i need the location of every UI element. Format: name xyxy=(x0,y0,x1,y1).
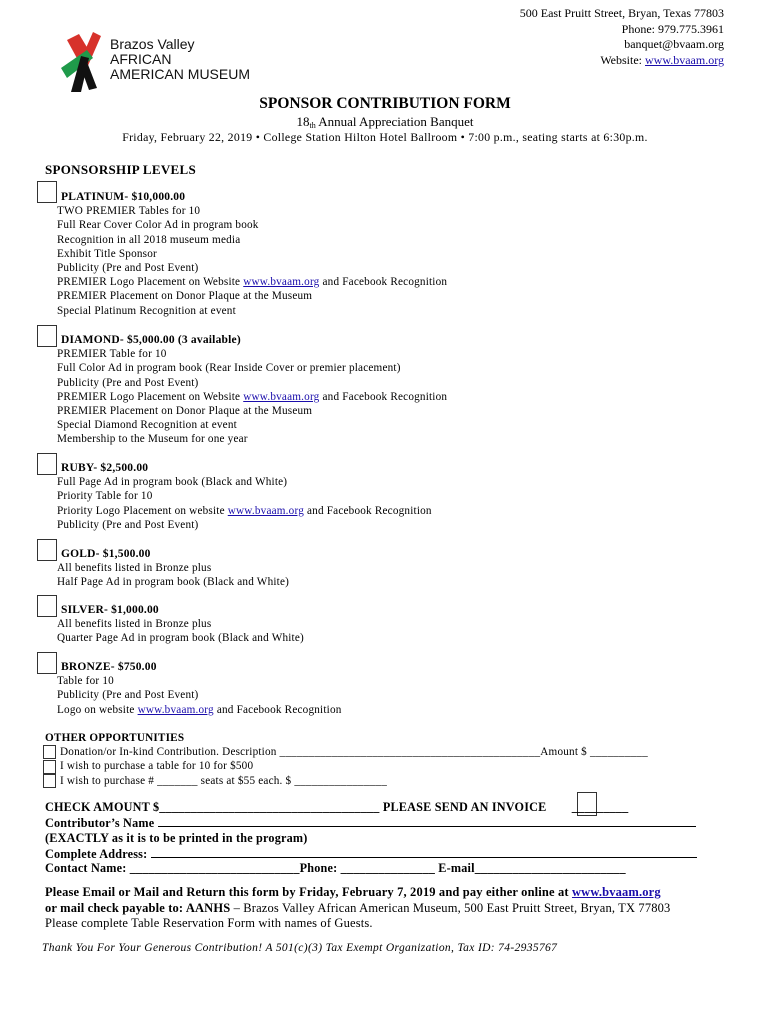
benefit-text: and Facebook Recognition xyxy=(213,703,342,716)
platinum-checkbox[interactable] xyxy=(37,181,57,203)
logo-line-1: Brazos Valley xyxy=(110,36,195,52)
check-amount-row xyxy=(45,800,697,814)
tier-benefit: Full Page Ad in program book (Black and White) xyxy=(57,476,288,489)
tier-diamond-name: DIAMOND- $5,000.00 (3 available) xyxy=(61,334,241,346)
benefit-text: and Facebook Recognition xyxy=(319,390,448,403)
complete-address-label: Complete Address: xyxy=(45,846,151,861)
subtitle-text: Annual Appreciation Banquet xyxy=(315,114,474,129)
diamond-checkbox[interactable] xyxy=(37,325,57,347)
tier-bronze xyxy=(57,660,342,717)
form-subtitle xyxy=(0,114,770,130)
invoice-underline: _________ xyxy=(571,800,629,814)
address-phone: Phone: 979.775.3961 xyxy=(621,21,724,36)
tier-silver-name: SILVER- $1,000.00 xyxy=(61,604,159,616)
benefit-text: Logo on website xyxy=(57,703,138,716)
donation-line[interactable]: Donation/or In-kind Contribution. Description _____________________________________________Amount $ __________ xyxy=(60,746,648,759)
ruby-checkbox[interactable] xyxy=(37,453,57,475)
payable-to: or mail check payable to: AANHS xyxy=(45,900,231,915)
tier-benefit: PREMIER Placement on Donor Plaque at the Museum xyxy=(57,405,313,418)
tier-benefit-logo xyxy=(57,703,342,717)
reservation-note: Please complete Table Reservation Form with names of Guests. xyxy=(45,916,373,930)
address-block xyxy=(520,6,724,68)
contributor-details xyxy=(45,800,697,875)
return-instructions xyxy=(45,885,670,932)
seats-purchase-line[interactable]: I wish to purchase # _______ seats at $55 each. $ ________________ xyxy=(60,774,388,787)
bronze-checkbox[interactable] xyxy=(37,652,57,674)
tier-benefit-logo xyxy=(57,275,447,289)
tier-benefit-logo xyxy=(57,390,447,404)
tier-benefit: Quarter Page Ad in program book (Black and White) xyxy=(57,632,304,645)
tier-benefit: PREMIER Placement on Donor Plaque at the Museum xyxy=(57,290,313,303)
exactly-note: (EXACTLY as it is to be printed in the program) xyxy=(45,830,308,845)
tax-exempt-footnote: Thank You For Your Generous Contribution! A 501(c)(3) Tax Exempt Organization, Tax ID: 74-2935767 xyxy=(42,942,558,954)
complete-address-field[interactable] xyxy=(151,845,697,858)
tier-benefit: All benefits listed in Bronze plus xyxy=(57,562,212,575)
museum-logo-mark-icon xyxy=(57,28,117,92)
benefit-text: PREMIER Logo Placement on Website xyxy=(57,276,244,289)
benefit-text: and Facebook Recognition xyxy=(319,276,448,289)
return-deadline-line xyxy=(45,885,670,901)
tier-benefit: Recognition in all 2018 museum media xyxy=(57,233,241,246)
address-email: banquet@bvaam.org xyxy=(624,37,724,51)
benefit-text: and Facebook Recognition xyxy=(304,504,432,517)
tier-benefit: Half Page Ad in program book (Black and White) xyxy=(57,576,290,589)
tier-benefit: TWO PREMIER Tables for 10 xyxy=(57,205,201,218)
event-dateline: Friday, February 22, 2019 • College Station Hilton Hotel Ballroom • 7:00 p.m., seating starts at 6:30p.m. xyxy=(122,130,648,144)
tier-benefit: Full Color Ad in program book (Rear Inside Cover or premier placement) xyxy=(57,362,401,375)
tier-benefit: Priority Table for 10 xyxy=(57,490,153,503)
table-purchase-line[interactable]: I wish to purchase a table for 10 for $500 xyxy=(60,760,254,773)
form-title: SPONSOR CONTRIBUTION FORM xyxy=(259,95,511,112)
benefit-text: PREMIER Logo Placement on Website xyxy=(57,390,244,403)
contact-name-row[interactable]: Contact Name: ___________________________Phone: _______________ E-mail________________________ xyxy=(45,861,626,876)
website-link[interactable]: www.bvaam.org xyxy=(571,885,661,899)
logo-line-3: AMERICAN MUSEUM xyxy=(110,66,251,82)
other-opportunities-heading: OTHER OPPORTUNITIES xyxy=(45,732,185,744)
tier-platinum xyxy=(57,190,447,318)
museum-logo-text xyxy=(110,37,250,82)
website-link[interactable]: www.bvaam.org xyxy=(227,504,304,517)
address-street: 500 East Pruitt Street, Bryan, Texas 77803 xyxy=(519,6,724,20)
subtitle-ordinal: th xyxy=(309,121,316,130)
other-opportunities xyxy=(45,731,648,788)
website-link[interactable]: www.bvaam.org xyxy=(137,703,214,716)
subtitle-number: 18 xyxy=(296,114,310,129)
tier-benefit-logo xyxy=(57,504,432,518)
tier-benefit: Special Diamond Recognition at event xyxy=(57,419,237,432)
tier-benefit: Special Platinum Recognition at event xyxy=(57,304,236,317)
website-label: Website: xyxy=(600,52,646,67)
tier-diamond xyxy=(57,333,447,447)
website-link[interactable]: www.bvaam.org xyxy=(243,390,320,403)
gold-checkbox[interactable] xyxy=(37,539,57,561)
tier-benefit: PREMIER Table for 10 xyxy=(57,348,167,361)
tier-benefit: Full Rear Cover Color Ad in program book xyxy=(57,219,259,232)
tier-ruby-name: RUBY- $2,500.00 xyxy=(61,462,149,474)
website-link[interactable]: www.bvaam.org xyxy=(243,276,320,289)
tier-benefit: Exhibit Title Sponsor xyxy=(57,247,157,260)
tier-benefit: All benefits listed in Bronze plus xyxy=(57,618,212,631)
tier-benefit: Membership to the Museum for one year xyxy=(57,433,248,446)
sponsorship-levels-heading: SPONSORSHIP LEVELS xyxy=(45,162,196,177)
address-website-row xyxy=(520,53,724,69)
tier-platinum-name: PLATINUM- $10,000.00 xyxy=(61,191,186,203)
tier-benefit: Publicity (Pre and Post Event) xyxy=(57,262,199,275)
tier-bronze-name: BRONZE- $750.00 xyxy=(61,661,157,673)
tier-benefit: Publicity (Pre and Post Event) xyxy=(57,376,199,389)
tier-benefit: Publicity (Pre and Post Event) xyxy=(57,518,199,531)
tier-benefit: Publicity (Pre and Post Event) xyxy=(57,689,199,702)
return-deadline-text: Please Email or Mail and Return this form by Friday, February 7, 2019 and pay either online at xyxy=(45,885,572,899)
tier-gold xyxy=(57,547,289,590)
website-link[interactable]: www.bvaam.org xyxy=(645,52,724,67)
logo-line-2: AFRICAN xyxy=(110,51,172,67)
tier-benefit: Table for 10 xyxy=(57,675,114,688)
benefit-text: Priority Logo Placement on website xyxy=(57,504,228,517)
tier-gold-name: GOLD- $1,500.00 xyxy=(61,548,151,560)
tier-ruby xyxy=(57,461,432,532)
tier-silver xyxy=(57,603,304,646)
silver-checkbox[interactable] xyxy=(37,595,57,617)
contributor-name-label: Contributor’s Name xyxy=(45,816,155,831)
contributor-name-field[interactable] xyxy=(158,814,696,827)
payable-line xyxy=(45,901,670,917)
payable-address: – Brazos Valley African American Museum, 500 East Pruitt Street, Bryan, TX 77803 xyxy=(230,900,671,915)
contributor-name-row xyxy=(45,814,697,830)
check-amount-field[interactable]: CHECK AMOUNT $___________________________________ PLEASE SEND AN INVOICE xyxy=(45,800,550,814)
complete-address-row xyxy=(45,845,697,861)
